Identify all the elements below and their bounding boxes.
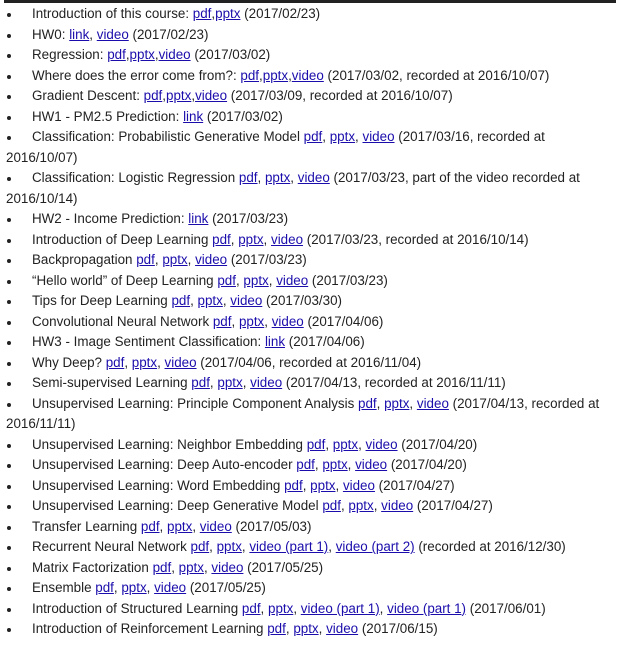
video-link[interactable]: video [154, 580, 187, 595]
video-link[interactable]: video [195, 88, 228, 103]
lecture-title: HW3 - Image Sentiment Classification: [32, 334, 265, 349]
lecture-item [6, 394, 616, 435]
pptx-link[interactable]: pptx [238, 313, 265, 329]
link-separator: , [322, 129, 330, 144]
lecture-date-note: (2017/05/25) [186, 580, 266, 595]
lecture-item [6, 4, 616, 25]
lecture-title: Recurrent Neural Network [32, 539, 191, 554]
pptx-link[interactable]: pptx [216, 539, 242, 554]
lecture-date-note: (2017/04/20) [397, 436, 478, 452]
pptx-link[interactable]: pptx [384, 395, 410, 411]
lecture-item [6, 332, 616, 353]
link-separator: , [154, 47, 159, 62]
link-link[interactable]: link [69, 26, 90, 42]
link-separator: , [209, 375, 218, 390]
video-link[interactable]: video [291, 67, 324, 83]
link-separator: , [230, 231, 239, 247]
lecture-date-note: (recorded at 2016/12/30) [414, 539, 566, 554]
lecture-date-note: (2017/02/23) [128, 26, 209, 42]
video-link[interactable]: video [250, 375, 283, 390]
lecture-item [6, 455, 616, 476]
link-separator: , [241, 539, 250, 554]
lecture-title: Introduction of Reinforcement Learning [32, 621, 268, 636]
lecture-title: HW1 - PM2.5 Prediction: [32, 108, 184, 124]
pptx-link[interactable]: pptx [264, 170, 291, 185]
video-link[interactable]: video [199, 518, 232, 534]
link-separator: , [203, 559, 212, 575]
pptx-link[interactable]: pptx [166, 88, 192, 103]
link-separator: , [376, 395, 385, 411]
link-separator: , [373, 498, 382, 513]
lecture-item [6, 271, 616, 292]
lecture-title: HW0: [32, 26, 70, 42]
video-link[interactable]: video [230, 293, 263, 308]
link-separator: , [257, 170, 265, 185]
video-link[interactable]: video [158, 47, 191, 62]
pptx-link[interactable]: pptx [167, 518, 193, 534]
link-separator: , [325, 436, 333, 452]
link-separator: , [340, 498, 349, 513]
lecture-date-note: (2017/04/20) [387, 457, 467, 472]
lecture-date-note: (2017/05/03) [231, 518, 312, 534]
video-link[interactable]: video [211, 559, 244, 575]
lecture-date-note: (2017/03/09, recorded at 2016/10/07) [227, 88, 453, 103]
pdf-link[interactable]: pdf [241, 600, 261, 616]
lecture-date-note: (2017/06/15) [358, 621, 438, 636]
lecture-item [6, 599, 616, 620]
lecture-date-note: (2017/03/02) [190, 47, 271, 62]
lecture-title: Gradient Descent: [32, 88, 144, 103]
pdf-link[interactable]: pdf [217, 272, 236, 288]
lecture-date-note: (2017/04/13, recorded at 2016/11/11) [6, 395, 600, 431]
lecture-title: HW2 - Income Prediction: [32, 211, 189, 226]
link-separator: , [162, 88, 167, 103]
lecture-date-note: (2017/05/25) [243, 559, 324, 575]
video-link[interactable]: video [276, 272, 309, 288]
lecture-item [6, 476, 616, 497]
link-separator: , [125, 47, 130, 62]
lecture-date-note: (2017/02/23) [240, 6, 321, 21]
lecture-date-note: (2017/04/06) [285, 334, 365, 349]
lecture-date-note: (2017/03/23) [208, 211, 289, 226]
link-separator: , [335, 477, 343, 493]
link-separator: , [124, 354, 132, 370]
link-separator: , [302, 477, 311, 493]
link-separator: , [290, 170, 298, 185]
pptx-link[interactable]: pptx [329, 129, 356, 144]
link-separator: , [154, 252, 163, 267]
lecture-item [6, 230, 616, 251]
lecture-title: Transfer Learning [32, 518, 141, 534]
link-separator: , [347, 457, 356, 472]
link-separator: , [264, 313, 272, 329]
lecture-item [6, 107, 616, 128]
pdf-link[interactable]: pdf [358, 395, 377, 411]
pptx-link[interactable]: pptx [162, 252, 188, 267]
pdf-link[interactable]: pdf [152, 559, 172, 575]
pdf-link[interactable]: pdf [105, 354, 125, 370]
lecture-title: Ensemble [32, 580, 96, 595]
link-separator: , [113, 580, 122, 595]
lecture-title: Unsupervised Learning: Deep Generative Model [32, 498, 323, 513]
link-separator: , [268, 272, 277, 288]
lecture-date-note: (2017/03/23) [308, 272, 388, 288]
video-part-2-link[interactable]: video (part 2) [335, 539, 415, 554]
link-separator: , [235, 272, 244, 288]
lecture-title: Classification: Probabilistic Generative Model [32, 129, 304, 144]
video-part-1-link[interactable]: video (part 1) [300, 600, 380, 616]
lecture-item [6, 127, 616, 168]
lecture-date-note: (2017/03/02) [203, 108, 283, 124]
lecture-item [6, 578, 616, 599]
lecture-item [6, 45, 616, 66]
lecture-date-note: (2017/04/27) [413, 498, 493, 513]
lecture-title: Where does the error come from?: [32, 67, 241, 83]
lecture-title: Regression: [32, 47, 108, 62]
link-separator: , [293, 600, 301, 616]
lecture-title: Unsupervised Learning: Word Embedding [32, 477, 285, 493]
link-separator: , [192, 518, 200, 534]
pptx-link[interactable]: pptx [178, 559, 204, 575]
link-link[interactable]: link [183, 108, 204, 124]
link-separator: , [159, 518, 167, 534]
video-link[interactable]: video [96, 26, 129, 42]
lecture-item [6, 353, 616, 374]
lecture-item [6, 168, 616, 209]
video-link[interactable]: video [271, 313, 304, 329]
lecture-title: Introduction of Structured Learning [32, 600, 242, 616]
pdf-link[interactable]: pdf [284, 477, 303, 493]
lecture-title: Classification: Logistic Regression [32, 170, 239, 185]
pptx-link[interactable]: pptx [310, 477, 336, 493]
pdf-link[interactable]: pdf [143, 88, 163, 103]
lecture-item [6, 558, 616, 579]
pptx-link[interactable]: pptx [243, 272, 269, 288]
link-separator: , [259, 67, 263, 83]
lecture-date-note: (2017/04/06, recorded at 2016/11/04) [196, 354, 422, 370]
video-link[interactable]: video [195, 252, 228, 267]
lecture-title: Unsupervised Learning: Principle Component Analysis [32, 395, 359, 411]
lecture-item [6, 86, 616, 107]
pdf-link[interactable]: pdf [192, 6, 212, 21]
lecture-date-note: (2017/03/23, recorded at 2016/10/14) [303, 231, 529, 247]
pptx-link[interactable]: pptx [131, 354, 158, 370]
pdf-link[interactable]: pdf [267, 621, 286, 636]
pptx-link[interactable]: pptx [322, 457, 348, 472]
lecture-item [6, 66, 616, 87]
video-link[interactable]: video [362, 129, 395, 144]
lecture-title: “Hello world” of Deep Learning [32, 272, 218, 288]
pdf-link[interactable]: pdf [306, 436, 326, 452]
pptx-link[interactable]: pptx [197, 293, 223, 308]
top-divider [4, 0, 616, 3]
pptx-link[interactable]: pptx [348, 498, 374, 513]
link-separator: , [211, 6, 216, 21]
link-separator: , [379, 600, 388, 616]
lecture-title: Introduction of Deep Learning [32, 231, 213, 247]
lecture-item [6, 312, 616, 333]
video-link[interactable]: video [164, 354, 197, 370]
pptx-link[interactable]: pptx [129, 47, 155, 62]
lecture-title: Why Deep? [32, 354, 106, 370]
lecture-item [6, 209, 616, 230]
lecture-title: Introduction of this course: [32, 6, 193, 21]
pdf-link[interactable]: pdf [191, 375, 210, 390]
pdf-link[interactable]: pdf [140, 518, 160, 534]
link-separator: , [314, 457, 323, 472]
lecture-item [6, 517, 616, 538]
link-separator: , [328, 539, 336, 554]
lecture-date-note: (2017/06/01) [466, 600, 546, 616]
lecture-list [6, 4, 616, 640]
pptx-link[interactable]: pptx [238, 231, 264, 247]
link-separator: , [146, 580, 155, 595]
pdf-link[interactable]: pdf [190, 539, 210, 554]
video-link[interactable]: video [381, 498, 414, 513]
link-separator: , [191, 88, 196, 103]
pdf-link[interactable]: pdf [240, 67, 260, 83]
pptx-link[interactable]: pptx [293, 621, 319, 636]
lecture-title: Tips for Deep Learning [32, 293, 172, 308]
lecture-date-note: (2017/03/23) [227, 252, 307, 267]
lecture-item [6, 619, 616, 640]
link-separator: , [260, 600, 268, 616]
pptx-link[interactable]: pptx [262, 67, 289, 83]
pdf-link[interactable]: pdf [171, 293, 191, 308]
link-link[interactable]: link [188, 211, 209, 226]
lecture-date-note: (2017/04/13, recorded at 2016/11/11) [282, 375, 506, 390]
lecture-title: Matrix Factorization [32, 559, 153, 575]
lecture-item [6, 373, 616, 394]
link-separator: , [242, 375, 251, 390]
lecture-title: Backpropagation [32, 252, 137, 267]
lecture-date-note: (2017/03/23, part of the video recorded at 2016/10/14) [6, 170, 580, 206]
lecture-date-note: (2017/03/30) [262, 293, 342, 308]
pptx-link[interactable]: pptx [215, 6, 241, 21]
link-separator: , [355, 129, 363, 144]
pdf-link[interactable]: pdf [322, 498, 341, 513]
link-separator: , [409, 395, 417, 411]
pptx-link[interactable]: pptx [268, 600, 294, 616]
lecture-item [6, 25, 616, 46]
link-separator: , [171, 559, 179, 575]
video-link[interactable]: video [355, 457, 388, 472]
link-separator: , [358, 436, 366, 452]
lecture-date-note: (2017/04/06) [303, 313, 384, 329]
lecture-date-note: (2017/03/16, recorded at 2016/10/07) [6, 129, 545, 165]
video-part-1-link[interactable]: video (part 1) [249, 539, 329, 554]
video-link[interactable]: video [271, 231, 304, 247]
lecture-title: Unsupervised Learning: Neighbor Embedding [32, 436, 307, 452]
lecture-item [6, 435, 616, 456]
pptx-link[interactable]: pptx [121, 580, 147, 595]
video-link[interactable]: video [365, 436, 398, 452]
link-separator: , [288, 67, 292, 83]
pdf-link[interactable]: pdf [303, 129, 323, 144]
video-link[interactable]: video [342, 477, 375, 493]
pptx-link[interactable]: pptx [217, 375, 243, 390]
pdf-link[interactable]: pdf [136, 252, 155, 267]
video-part-1-link[interactable]: video (part 1) [387, 600, 467, 616]
pdf-link[interactable]: pdf [212, 313, 232, 329]
lecture-item [6, 496, 616, 517]
pptx-link[interactable]: pptx [332, 436, 359, 452]
pdf-link[interactable]: pdf [212, 231, 231, 247]
lecture-item [6, 250, 616, 271]
link-separator: , [285, 621, 294, 636]
link-link[interactable]: link [264, 334, 286, 349]
lecture-title: Convolutional Neural Network [32, 313, 213, 329]
link-separator: , [318, 621, 327, 636]
video-link[interactable]: video [326, 621, 359, 636]
link-separator: , [209, 539, 217, 554]
link-separator: , [222, 293, 231, 308]
lecture-item [6, 291, 616, 312]
link-separator: , [263, 231, 271, 247]
link-separator: , [187, 252, 196, 267]
pdf-link[interactable]: pdf [95, 580, 114, 595]
pdf-link[interactable]: pdf [107, 47, 126, 62]
lecture-date-note: (2017/04/27) [374, 477, 455, 493]
lecture-title: Unsupervised Learning: Deep Auto-encoder [32, 457, 297, 472]
link-separator: , [157, 354, 165, 370]
video-link[interactable]: video [297, 170, 330, 185]
link-separator: , [231, 313, 239, 329]
pdf-link[interactable]: pdf [238, 170, 258, 185]
link-separator: , [89, 26, 97, 42]
lecture-item [6, 537, 616, 558]
link-separator: , [190, 293, 198, 308]
lecture-date-note: (2017/03/02, recorded at 2016/10/07) [323, 67, 550, 83]
video-link[interactable]: video [416, 395, 449, 411]
lecture-title: Semi-supervised Learning [32, 375, 192, 390]
pdf-link[interactable]: pdf [296, 457, 315, 472]
